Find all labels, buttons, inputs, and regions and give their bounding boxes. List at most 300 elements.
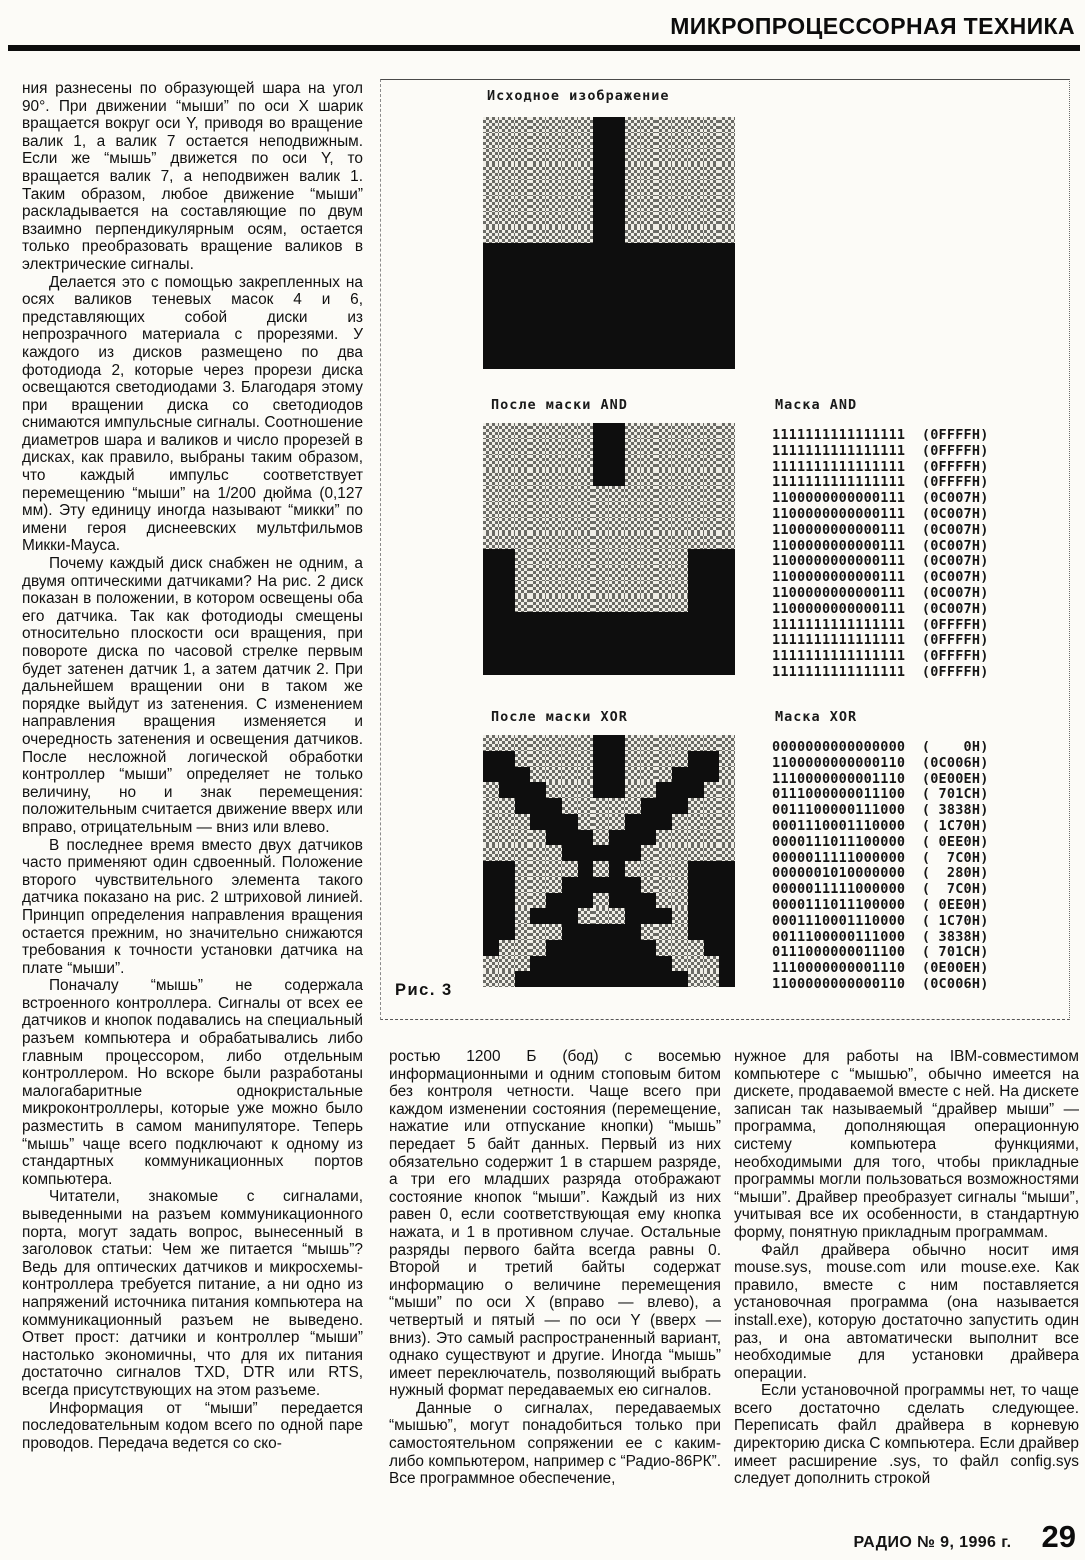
bitmap-cell	[562, 877, 578, 893]
bitmap-cell	[546, 877, 562, 893]
bitmap-cell	[672, 644, 688, 660]
bitmap-cell	[530, 338, 546, 354]
bitmap-cell	[530, 227, 546, 243]
bitmap-cell	[499, 275, 515, 291]
bitmap-cell	[609, 243, 625, 259]
bitmap-cell	[609, 830, 625, 846]
bitmap-cell	[530, 275, 546, 291]
bitmap-cell	[625, 164, 641, 180]
bitmap-cell	[688, 470, 704, 486]
bitmap-cell	[609, 275, 625, 291]
bitmap-cell	[593, 924, 609, 940]
xor-mask-label: Маска XOR	[775, 709, 858, 725]
bitmap-cell	[688, 596, 704, 612]
bitmap-cell	[704, 971, 720, 987]
bitmap-cell	[704, 275, 720, 291]
bitmap-cell	[719, 275, 735, 291]
bitmap-cell	[672, 782, 688, 798]
bitmap-cell	[641, 845, 657, 861]
bitmap-cell	[672, 533, 688, 549]
bitmap-cell	[515, 353, 531, 369]
bitmap-cell	[656, 133, 672, 149]
bitmap-cell	[656, 549, 672, 565]
bitmap-cell	[562, 117, 578, 133]
bitmap-cell	[656, 227, 672, 243]
bitmap-cell	[688, 893, 704, 909]
bitmap-cell	[578, 893, 594, 909]
bitmap-cell	[562, 133, 578, 149]
bitmap-cell	[562, 243, 578, 259]
paragraph: В последнее время вместо двух датчиков часто применяют один сдвоенный. Положение второго чувствительного элемента такого датчика показано на рис. 2 штриховой линией. Принцип определения направления вращения остается прежним, но значительно снижаются требования к точности установки датчика на плате “мыши”.	[22, 836, 363, 977]
bitmap-cell	[530, 751, 546, 767]
bitmap-cell	[593, 149, 609, 165]
bitmap-cell	[688, 782, 704, 798]
page-footer	[853, 1519, 1076, 1555]
bitmap-cell	[609, 861, 625, 877]
bitmap-cell	[609, 549, 625, 565]
bitmap-cell	[546, 659, 562, 675]
bitmap-cell	[546, 845, 562, 861]
bitmap-cell	[546, 227, 562, 243]
bitmap-cell	[656, 908, 672, 924]
bitmap-cell	[499, 439, 515, 455]
bitmap-cell	[546, 196, 562, 212]
bitmap-cell	[578, 940, 594, 956]
bitmap-cell	[656, 940, 672, 956]
bitmap-cell	[719, 212, 735, 228]
bitmap-cell	[719, 767, 735, 783]
bitmap-cell	[483, 659, 499, 675]
bitmap-cell	[483, 180, 499, 196]
bitmap-cell	[641, 533, 657, 549]
bitmap-cell	[546, 502, 562, 518]
bitmap-cell	[593, 338, 609, 354]
bitmap-cell	[593, 470, 609, 486]
bitmap-cell	[499, 164, 515, 180]
bitmap-cell	[609, 470, 625, 486]
bitmap-cell	[578, 133, 594, 149]
bitmap-cell	[704, 227, 720, 243]
bitmap-cell	[593, 644, 609, 660]
bitmap-cell	[656, 581, 672, 597]
bitmap-cell	[688, 751, 704, 767]
bitmap-cell	[562, 751, 578, 767]
bitmap-cell	[672, 149, 688, 165]
bitmap-cell	[719, 306, 735, 322]
bitmap-cell	[672, 290, 688, 306]
bitmap-cell	[483, 644, 499, 660]
bitmap-cell	[719, 502, 735, 518]
section-title: МИКРОПРОЦЕССОРНАЯ ТЕХНИКА	[670, 13, 1075, 39]
bitmap-cell	[688, 439, 704, 455]
bitmap-cell	[656, 956, 672, 972]
bitmap-cell	[562, 164, 578, 180]
bitmap-cell	[672, 612, 688, 628]
mask-listing-line: 1100000000000111 (0C007H)	[772, 569, 989, 586]
bitmap-cell	[609, 196, 625, 212]
bitmap-cell	[499, 133, 515, 149]
bitmap-cell	[672, 180, 688, 196]
bitmap-cell	[515, 924, 531, 940]
bitmap-cell	[578, 353, 594, 369]
bitmap-cell	[656, 470, 672, 486]
bitmap-cell	[483, 814, 499, 830]
after-and-bitmap	[483, 423, 735, 675]
bitmap-cell	[672, 767, 688, 783]
bitmap-cell	[515, 861, 531, 877]
bitmap-cell	[704, 644, 720, 660]
bitmap-cell	[641, 877, 657, 893]
mask-listing-line: 1100000000000111 (0C007H)	[772, 584, 989, 601]
bitmap-cell	[593, 259, 609, 275]
bitmap-cell	[515, 612, 531, 628]
bitmap-cell	[546, 533, 562, 549]
bitmap-cell	[656, 971, 672, 987]
bitmap-cell	[719, 830, 735, 846]
bitmap-cell	[641, 486, 657, 502]
bitmap-cell	[515, 290, 531, 306]
bitmap-cell	[656, 861, 672, 877]
mask-listing-line: 1100000000000111 (0C007H)	[772, 537, 989, 554]
bitmap-cell	[546, 735, 562, 751]
bitmap-cell	[672, 956, 688, 972]
bitmap-cell	[483, 908, 499, 924]
bitmap-cell	[704, 612, 720, 628]
bitmap-cell	[546, 486, 562, 502]
bitmap-cell	[688, 612, 704, 628]
bitmap-cell	[578, 565, 594, 581]
bitmap-cell	[609, 133, 625, 149]
bitmap-cell	[530, 455, 546, 471]
bitmap-cell	[593, 596, 609, 612]
bitmap-cell	[688, 306, 704, 322]
bitmap-cell	[609, 565, 625, 581]
bitmap-cell	[609, 164, 625, 180]
bitmap-cell	[483, 455, 499, 471]
bitmap-cell	[704, 767, 720, 783]
bitmap-cell	[593, 212, 609, 228]
bitmap-cell	[641, 227, 657, 243]
bitmap-cell	[719, 455, 735, 471]
bitmap-cell	[546, 565, 562, 581]
bitmap-cell	[546, 470, 562, 486]
bitmap-cell	[530, 502, 546, 518]
bitmap-cell	[656, 322, 672, 338]
bitmap-cell	[656, 798, 672, 814]
paragraph: Данные о сигналах, передаваемых “мышью”, могут понадобиться только при самостоятельном сопряжении ее с каким-либо компьютером, например с “Радио-86РК”. Все программное обеспечение,	[389, 1399, 721, 1488]
bitmap-cell	[609, 893, 625, 909]
bitmap-cell	[593, 533, 609, 549]
bitmap-cell	[562, 956, 578, 972]
bitmap-cell	[530, 612, 546, 628]
bitmap-cell	[641, 290, 657, 306]
bitmap-cell	[641, 259, 657, 275]
bitmap-cell	[656, 644, 672, 660]
bitmap-cell	[625, 565, 641, 581]
bitmap-cell	[499, 306, 515, 322]
bitmap-cell	[719, 227, 735, 243]
bitmap-cell	[593, 502, 609, 518]
bitmap-cell	[688, 502, 704, 518]
bitmap-cell	[593, 612, 609, 628]
bitmap-cell	[704, 196, 720, 212]
bitmap-cell	[688, 117, 704, 133]
bitmap-cell	[688, 644, 704, 660]
bitmap-cell	[562, 502, 578, 518]
bitmap-cell	[625, 845, 641, 861]
bitmap-cell	[483, 212, 499, 228]
mask-listing-line: 0001110001110000 ( 1C70H)	[772, 912, 989, 929]
bitmap-cell	[625, 455, 641, 471]
bitmap-cell	[641, 908, 657, 924]
bitmap-cell	[499, 353, 515, 369]
bitmap-cell	[562, 612, 578, 628]
bitmap-cell	[515, 565, 531, 581]
bitmap-cell	[593, 814, 609, 830]
bitmap-cell	[609, 290, 625, 306]
bitmap-cell	[672, 908, 688, 924]
bitmap-cell	[483, 518, 499, 534]
bitmap-cell	[546, 767, 562, 783]
bitmap-cell	[641, 861, 657, 877]
mask-listing-line: 1111111111111111 (0FFFFH)	[772, 474, 989, 491]
bitmap-cell	[530, 486, 546, 502]
bitmap-cell	[688, 659, 704, 675]
bitmap-cell	[688, 581, 704, 597]
bitmap-cell	[625, 306, 641, 322]
bitmap-cell	[641, 581, 657, 597]
mask-listing-line: 1111111111111111 (0FFFFH)	[772, 427, 989, 443]
bitmap-cell	[483, 893, 499, 909]
mask-listing-line: 1100000000000111 (0C007H)	[772, 521, 989, 538]
paragraph: Поначалу “мышь” не содержала встроенного контроллера. Сигналы от всех ее датчиков и кнопок подавались на специальный разъем компьютера и обрабатывались либо главным процессором, либо отдельным контроллером. Но вскоре были разработаны малогабаритные однокристальные микроконтроллеры, которые уже можно было разместить в самом манипуляторе. Теперь “мышь” чаще всего подключают к одному из стандартных коммуникационных портов компьютера.	[22, 977, 363, 1188]
bitmap-cell	[530, 830, 546, 846]
bitmap-cell	[530, 798, 546, 814]
bitmap-cell	[641, 502, 657, 518]
bitmap-cell	[578, 877, 594, 893]
bitmap-cell	[704, 439, 720, 455]
bitmap-cell	[656, 275, 672, 291]
bitmap-cell	[530, 306, 546, 322]
bitmap-cell	[562, 338, 578, 354]
bitmap-cell	[672, 227, 688, 243]
bitmap-cell	[719, 628, 735, 644]
bitmap-cell	[515, 644, 531, 660]
bitmap-cell	[656, 180, 672, 196]
bitmap-cell	[483, 117, 499, 133]
paragraph: Читатели, знакомые с сигналами, выведенными на разъем коммуникационного порта, могут задать вопрос, вынесенный в заголовок статьи: Чем же питается “мышь”? Ведь для оптических датчиков и микросхемы-контроллера требуется питание, а ни одно из напряжений источника питания компьютера на коммуникационный разъем не выведено. Ответ прост: датчики и контроллер “мыши” настолько экономичны, что для их питания достаточно сигналов TXD, DTR или RTS, всегда присутствующих на этом разъеме.	[22, 1188, 363, 1399]
bitmap-cell	[719, 924, 735, 940]
bitmap-cell	[515, 322, 531, 338]
bitmap-cell	[483, 275, 499, 291]
bitmap-cell	[499, 659, 515, 675]
bitmap-cell	[530, 243, 546, 259]
bitmap-cell	[578, 455, 594, 471]
bitmap-cell	[483, 290, 499, 306]
bitmap-cell	[625, 767, 641, 783]
bitmap-cell	[656, 502, 672, 518]
bitmap-cell	[483, 133, 499, 149]
bitmap-cell	[483, 751, 499, 767]
bitmap-cell	[530, 659, 546, 675]
bitmap-cell	[656, 814, 672, 830]
bitmap-cell	[704, 322, 720, 338]
bitmap-cell	[499, 596, 515, 612]
bitmap-cell	[641, 893, 657, 909]
bitmap-cell	[609, 227, 625, 243]
bitmap-cell	[625, 814, 641, 830]
bitmap-cell	[704, 549, 720, 565]
bitmap-cell	[499, 549, 515, 565]
bitmap-cell	[530, 971, 546, 987]
bitmap-cell	[704, 164, 720, 180]
bitmap-cell	[641, 814, 657, 830]
bitmap-cell	[641, 596, 657, 612]
mask-listing-line: 1100000000000111 (0C007H)	[772, 505, 989, 522]
bitmap-cell	[625, 798, 641, 814]
bitmap-cell	[672, 751, 688, 767]
bitmap-cell	[530, 767, 546, 783]
bitmap-cell	[609, 338, 625, 354]
bitmap-cell	[593, 628, 609, 644]
bitmap-cell	[530, 861, 546, 877]
bitmap-cell	[641, 830, 657, 846]
bitmap-cell	[483, 596, 499, 612]
bitmap-cell	[672, 940, 688, 956]
bitmap-cell	[672, 893, 688, 909]
bitmap-cell	[719, 612, 735, 628]
bitmap-cell	[625, 628, 641, 644]
bitmap-cell	[578, 596, 594, 612]
bitmap-cell	[593, 353, 609, 369]
bitmap-cell	[499, 644, 515, 660]
mask-listing-line: 1110000000001110 (0E00EH)	[772, 770, 989, 787]
bitmap-cell	[641, 423, 657, 439]
bitmap-cell	[656, 353, 672, 369]
bitmap-cell	[578, 518, 594, 534]
bitmap-cell	[656, 338, 672, 354]
bitmap-cell	[530, 212, 546, 228]
bitmap-cell	[515, 767, 531, 783]
bitmap-cell	[515, 628, 531, 644]
bitmap-cell	[704, 861, 720, 877]
bitmap-cell	[641, 735, 657, 751]
bitmap-cell	[562, 659, 578, 675]
bitmap-cell	[719, 259, 735, 275]
bitmap-cell	[719, 659, 735, 675]
bitmap-cell	[530, 735, 546, 751]
bitmap-cell	[483, 439, 499, 455]
bitmap-cell	[562, 735, 578, 751]
bitmap-cell	[704, 830, 720, 846]
bitmap-cell	[530, 180, 546, 196]
bitmap-cell	[483, 924, 499, 940]
bottom-middle-column	[389, 1048, 721, 1528]
bitmap-cell	[656, 423, 672, 439]
bitmap-cell	[719, 861, 735, 877]
bitmap-cell	[562, 196, 578, 212]
bitmap-cell	[515, 502, 531, 518]
bitmap-cell	[656, 212, 672, 228]
bitmap-cell	[704, 455, 720, 471]
bitmap-cell	[688, 275, 704, 291]
bitmap-cell	[562, 644, 578, 660]
paragraph: Если установочной программы нет, то чаще всего достаточно сделать следующее. Переписать файл драйвера в корневую директорию диска С компьютера. Если драйвер имеет расширение .sys, то файл config.sys следует дополнить строкой	[734, 1382, 1079, 1488]
bitmap-cell	[483, 845, 499, 861]
bitmap-cell	[593, 290, 609, 306]
bitmap-cell	[719, 338, 735, 354]
bitmap-cell	[515, 133, 531, 149]
bitmap-cell	[483, 227, 499, 243]
bitmap-cell	[719, 814, 735, 830]
bitmap-cell	[704, 659, 720, 675]
bitmap-cell	[562, 533, 578, 549]
bitmap-cell	[499, 322, 515, 338]
bitmap-cell	[704, 798, 720, 814]
bitmap-cell	[483, 259, 499, 275]
bitmap-cell	[656, 735, 672, 751]
bitmap-cell	[499, 470, 515, 486]
bitmap-cell	[656, 830, 672, 846]
bitmap-cell	[656, 259, 672, 275]
bitmap-cell	[656, 751, 672, 767]
bitmap-cell	[530, 423, 546, 439]
bitmap-cell	[641, 117, 657, 133]
bitmap-cell	[719, 353, 735, 369]
bitmap-cell	[562, 861, 578, 877]
bitmap-cell	[546, 751, 562, 767]
bitmap-cell	[641, 971, 657, 987]
bitmap-cell	[656, 149, 672, 165]
bitmap-cell	[719, 798, 735, 814]
bitmap-cell	[515, 518, 531, 534]
bitmap-cell	[578, 470, 594, 486]
bitmap-cell	[688, 798, 704, 814]
bitmap-cell	[609, 353, 625, 369]
mask-listing-line: 0111000000011100 ( 701CH)	[772, 786, 989, 803]
bitmap-cell	[483, 423, 499, 439]
bitmap-cell	[625, 612, 641, 628]
bitmap-cell	[515, 243, 531, 259]
bitmap-cell	[593, 659, 609, 675]
mask-listing-line: 1110000000001110 (0E00EH)	[772, 960, 989, 977]
bitmap-cell	[609, 877, 625, 893]
bitmap-cell	[625, 549, 641, 565]
bitmap-cell	[578, 751, 594, 767]
bitmap-cell	[593, 549, 609, 565]
bitmap-cell	[546, 149, 562, 165]
bitmap-cell	[515, 117, 531, 133]
bitmap-cell	[483, 196, 499, 212]
bitmap-cell	[641, 455, 657, 471]
bitmap-cell	[672, 581, 688, 597]
bitmap-cell	[672, 814, 688, 830]
bitmap-cell	[515, 180, 531, 196]
bitmap-cell	[625, 117, 641, 133]
bitmap-cell	[704, 924, 720, 940]
bitmap-cell	[609, 117, 625, 133]
bitmap-cell	[578, 861, 594, 877]
mask-listing-line: 1100000000000110 (0C006H)	[772, 754, 989, 771]
bitmap-cell	[546, 893, 562, 909]
bitmap-cell	[499, 518, 515, 534]
bitmap-cell	[704, 845, 720, 861]
bitmap-cell	[672, 596, 688, 612]
bitmap-cell	[578, 908, 594, 924]
bitmap-cell	[530, 908, 546, 924]
bitmap-cell	[562, 596, 578, 612]
bitmap-cell	[593, 423, 609, 439]
